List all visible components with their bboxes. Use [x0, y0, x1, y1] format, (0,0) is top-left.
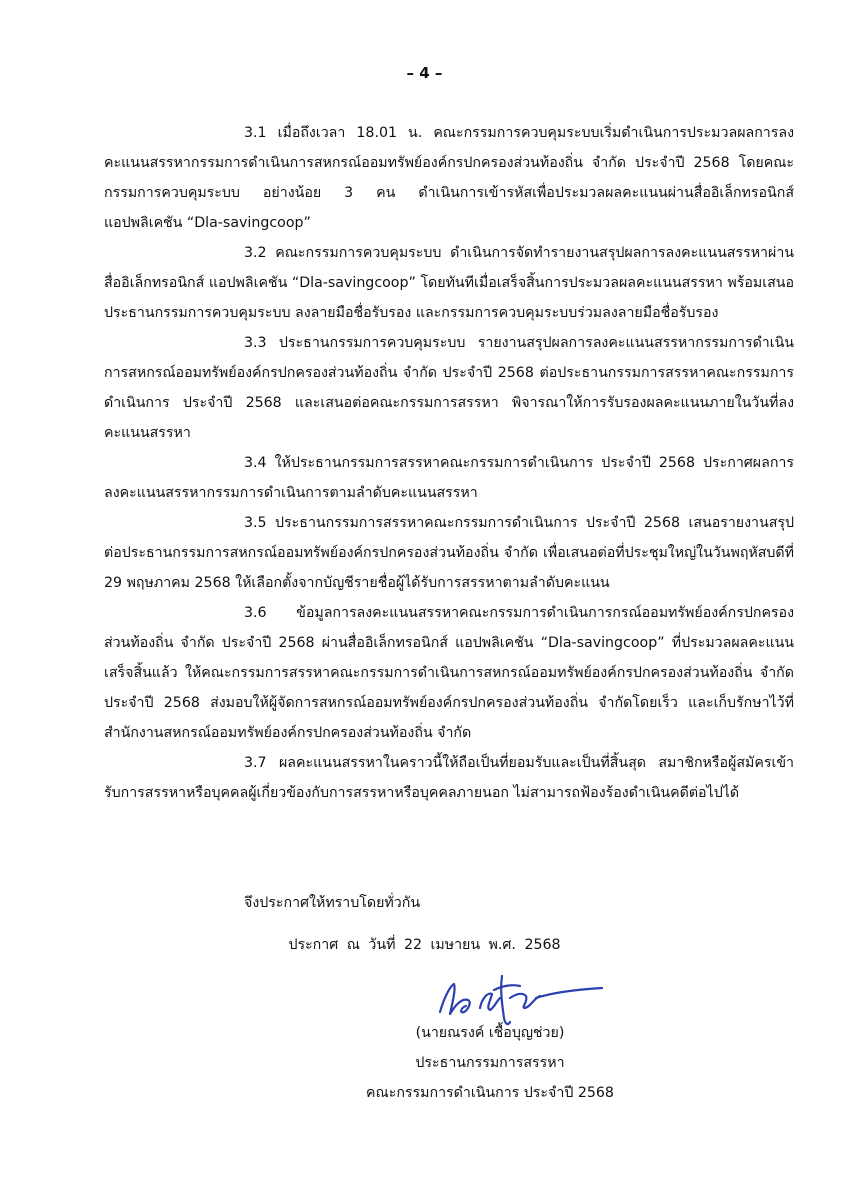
closing-statement: จึงประกาศให้ทราบโดยทั่วกัน: [244, 895, 421, 911]
page-number: – 4 –: [406, 64, 443, 82]
clause-3-1: 3.1 เมื่อถึงเวลา 18.01 น. คณะกรรมการควบคุมระบบเริ่มดำเนินการประมวลผลการลงคะแนนสรรหากรรมการดำเนินการสหกรณ์ออมทรัพย์องค์กรปกครองส่วนท้องถิ่น จำกัด ประจำปี 2568 โดยคณะกรรมการควบคุมระบบ อย่างน้อย 3 คน ดำเนินการเข้ารหัสเพื่อประมวลผลคะแนนผ่านสื่ออิเล็กทรอนิกส์ แอปพลิเคชัน “Dla-savingcoop”: [104, 125, 794, 231]
signatory-name: (นายณรงค์ เชื้อบุญช่วย): [415, 1025, 565, 1041]
clause-3-3: 3.3 ประธานกรรมการควบคุมระบบ รายงานสรุปผลการลงคะแนนสรรหากรรมการดำเนินการสหกรณ์ออมทรัพย์องค์กรปกครองส่วนท้องถิ่น จำกัด ประจำปี 2568 ต่อประธานกรรมการสรรหาคณะกรรมการดำเนินการ ประจำปี 2568 และเสนอต่อคณะกรรมการสรรหา พิจารณาให้การรับรองผลคะแนนภายในวันที่ลงคะแนนสรรหา: [104, 335, 794, 441]
signatory-position: ประธานกรรมการสรรหา: [415, 1055, 565, 1071]
clause-3-6: 3.6 ข้อมูลการลงคะแนนสรรหาคณะกรรมการดำเนินการกรณ์ออมทรัพย์องค์กรปกครองส่วนท้องถิ่น จำกัด ประจำปี 2568 ผ่านสื่ออิเล็กทรอนิกส์ แอปพลิเคชัน “Dla-savingcoop” ที่ประมวลผลคะแนนเสร็จสิ้นแล้ว ให้คณะกรรมการสรรหาคณะกรรมการดำเนินการสหกรณ์ออมทรัพย์องค์กรปกครองส่วนท้องถิ่น จำกัด ประจำปี 2568 ส่งมอบให้ผู้จัดการสหกรณ์ออมทรัพย์องค์กรปกครองส่วนท้องถิ่น จำกัดโดยเร็ว และเก็บรักษาไว้ที่สำนักงานสหกรณ์ออมทรัพย์องค์กรปกครองส่วนท้องถิ่น จำกัด: [104, 605, 794, 741]
announcement-date: ประกาศ ณ วันที่ 22 เมษายน พ.ศ. 2568: [288, 937, 561, 953]
clause-3-5: 3.5 ประธานกรรมการสรรหาคณะกรรมการดำเนินการ ประจำปี 2568 เสนอรายงานสรุปต่อประธานกรรมการสหกรณ์ออมทรัพย์องค์กรปกครองส่วนท้องถิ่น จำกัด เพื่อเสนอต่อที่ประชุมใหญ่ในวันพฤหัสบดีที่ 29 พฤษภาคม 2568 ให้เลือกตั้งจากบัญชีรายชื่อผู้ได้รับการสรรหาตามลำดับคะแนน: [104, 515, 794, 591]
announcement-body: [104, 118, 794, 808]
signatory-committee: คณะกรรมการดำเนินการ ประจำปี 2568: [366, 1085, 614, 1101]
clause-3-2: 3.2 คณะกรรมการควบคุมระบบ ดำเนินการจัดทำรายงานสรุปผลการลงคะแนนสรรหาผ่านสื่ออิเล็กทรอนิกส์ แอปพลิเคชัน “Dla-savingcoop” โดยทันทีเมื่อเสร็จสิ้นการประมวลผลคะแนนสรรหา พร้อมเสนอประธานกรรมการควบคุมระบบ ลงลายมือชื่อรับรอง และกรรมการควบคุมระบบร่วมลงลายมือชื่อรับรอง: [104, 245, 794, 321]
signatory-block: [330, 1018, 650, 1108]
clause-3-4: 3.4 ให้ประธานกรรมการสรรหาคณะกรรมการดำเนินการ ประจำปี 2568 ประกาศผลการลงคะแนนสรรหากรรมการดำเนินการตามลำดับคะแนนสรรหา: [104, 455, 794, 501]
clause-3-7: 3.7 ผลคะแนนสรรหาในคราวนี้ให้ถือเป็นที่ยอมรับและเป็นที่สิ้นสุด สมาชิกหรือผู้สมัครเข้ารับการสรรหาหรือบุคคลผู้เกี่ยวข้องกับการสรรหาหรือบุคคลภายนอก ไม่สามารถฟ้องร้องดำเนินคดีต่อไปได้: [104, 755, 794, 801]
